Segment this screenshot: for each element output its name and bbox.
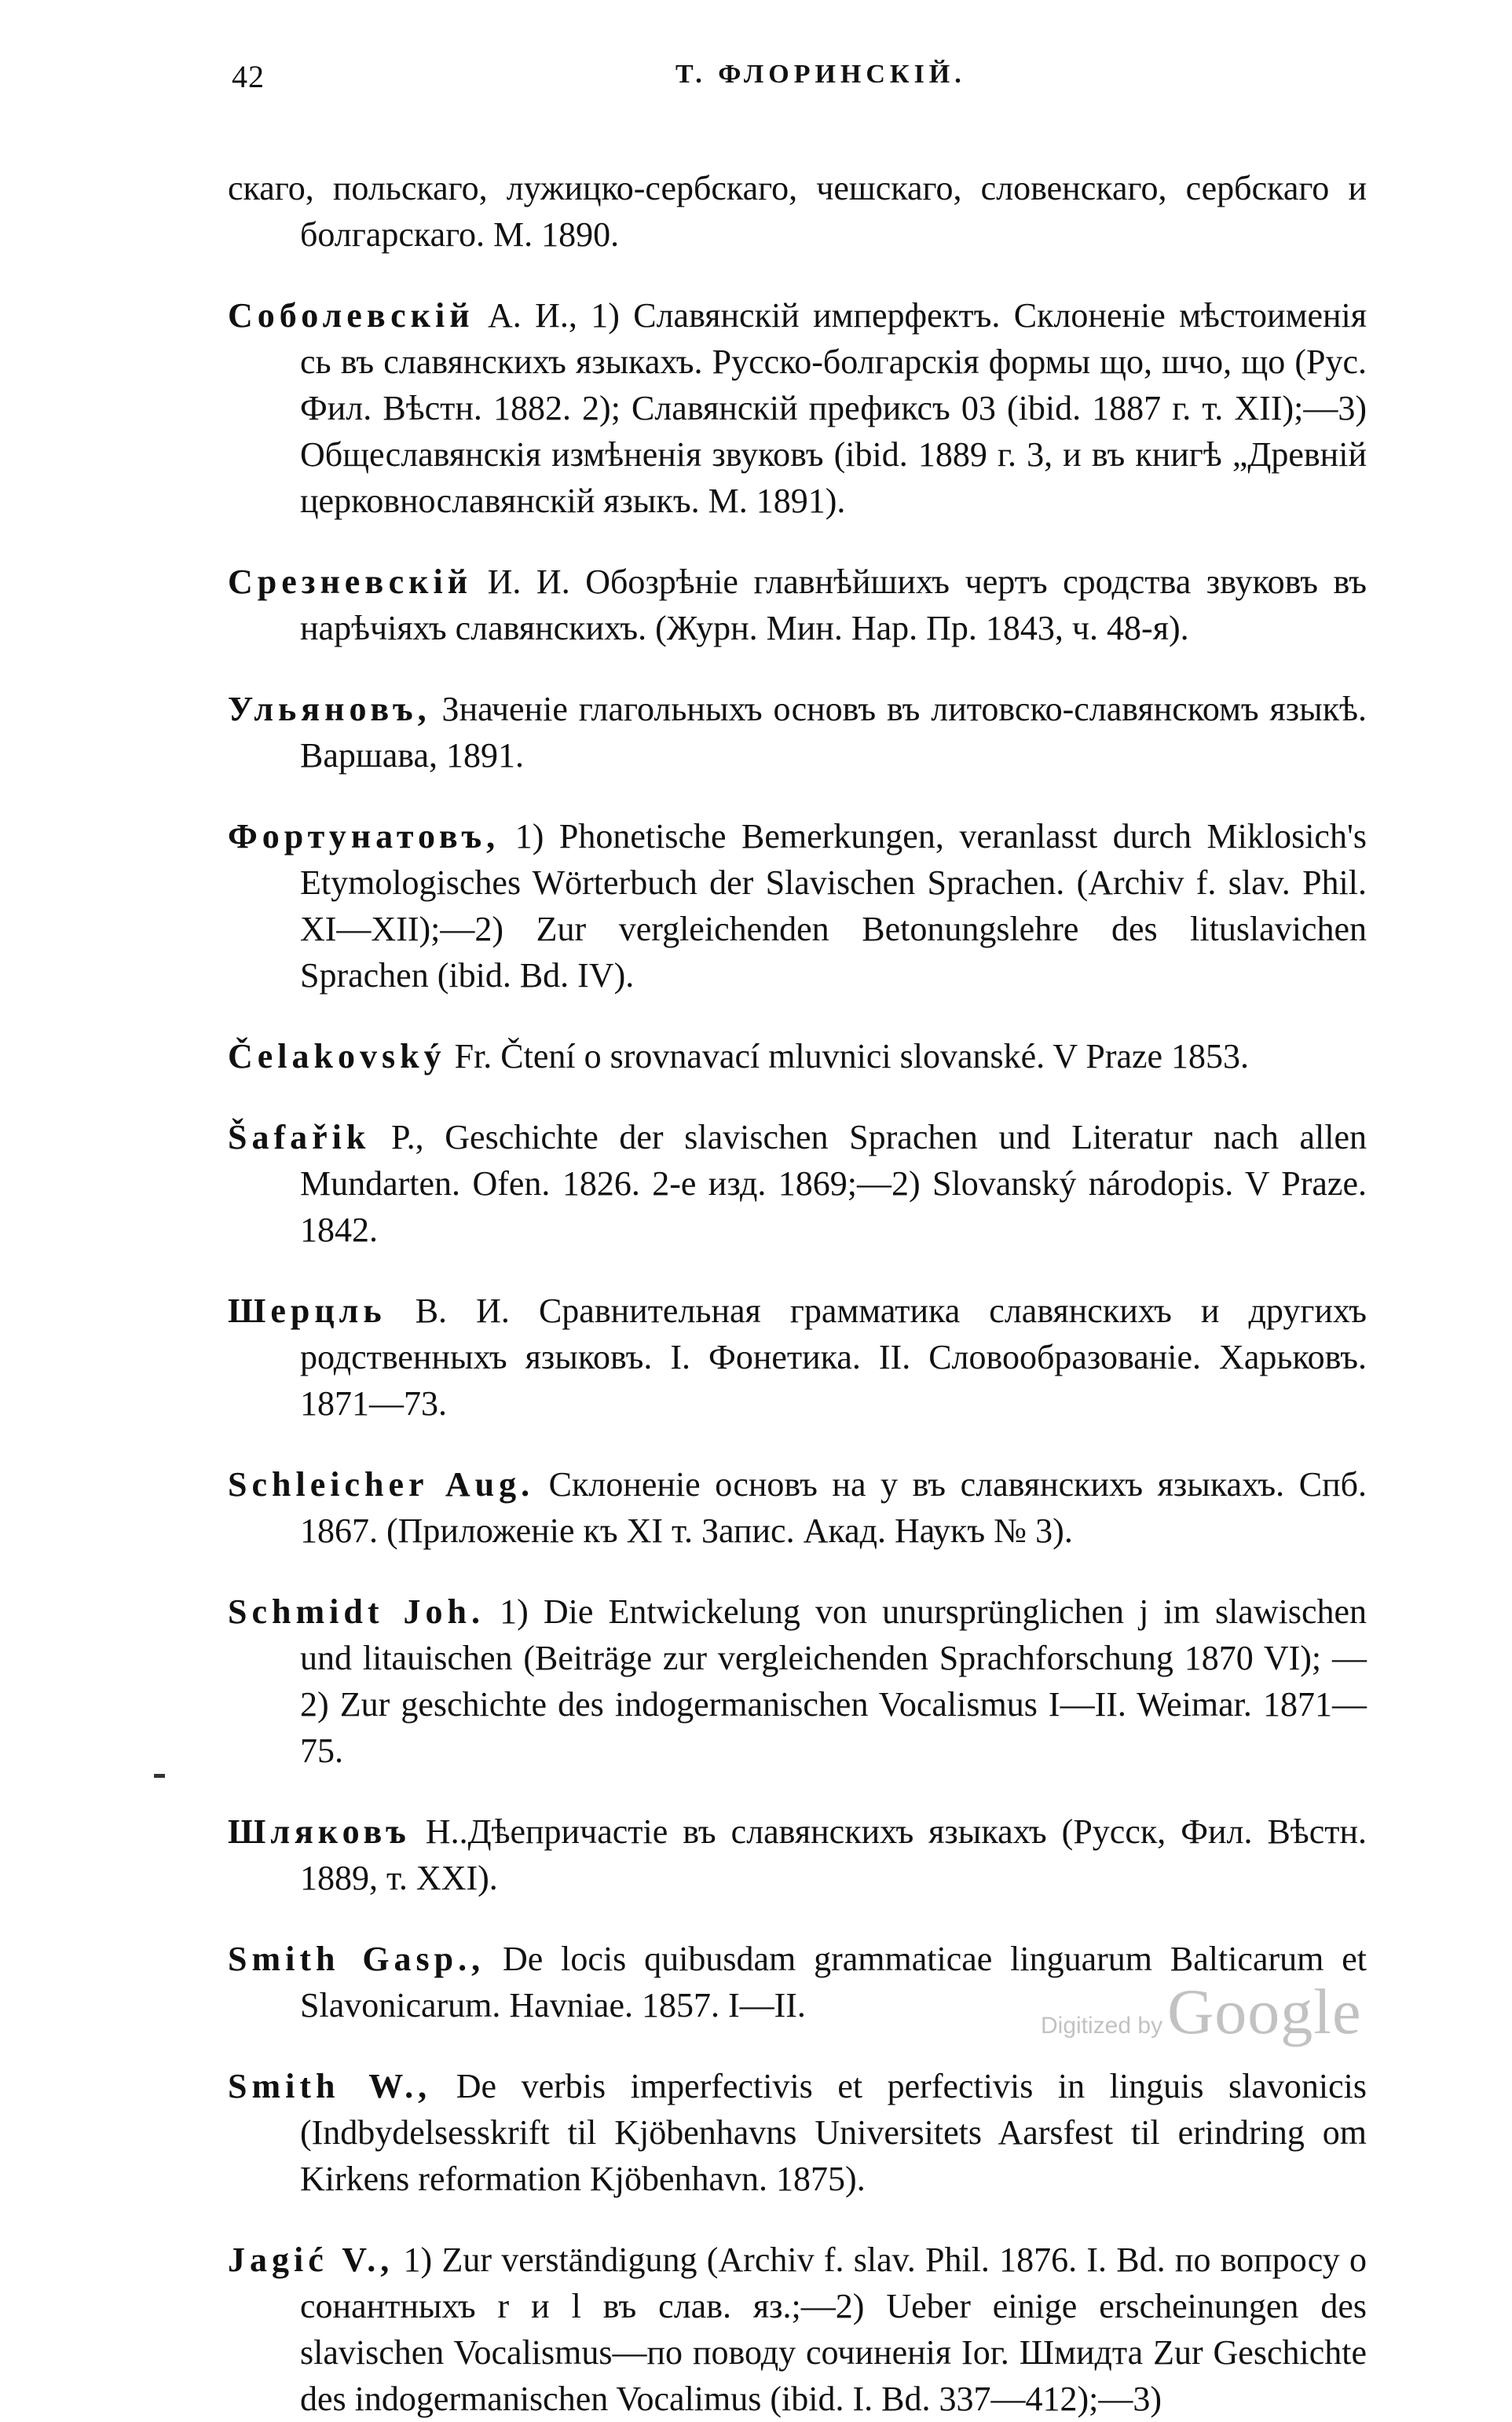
- entry-author: Smith Gasp.,: [228, 1940, 485, 1978]
- entry-text: скаго, польскаго, лужицко-сербскаго, чешскаго, словенскаго, сербскаго и болгарскаго. М. 1890.: [228, 169, 1367, 254]
- entry-author: Čelakovský: [228, 1037, 446, 1075]
- bibliography-entry: [228, 165, 1367, 258]
- bibliography-entry: [228, 1461, 1367, 1554]
- entry-text: Н..Дѣепричастіе въ славянскихъ языкахъ (Русск, Фил. Вѣстн. 1889, т. XXI).: [300, 1812, 1367, 1897]
- entry-author: Срезневскій: [228, 562, 473, 601]
- entry-text: 1) Die Entwickelung von unursprünglichen j im slawischen und litauischen (Beiträge zur vergleichenden Sprachforschung 1870 VI); —2) Zur geschichte des indogermanischen Vocalismus I—II. Weimar. 1871—75.: [300, 1592, 1367, 1770]
- entry-author: Ульяновъ,: [228, 690, 431, 728]
- entry-text: В. И. Сравнительная грамматика славянскихъ и другихъ родственныхъ языковъ. I. Фонетика. II. Словообразованіе. Харьковъ. 1871—73.: [300, 1292, 1367, 1423]
- page-number: 42: [232, 59, 265, 94]
- digitized-label: Digitized by: [1041, 2013, 1163, 2039]
- margin-mark: [154, 1774, 165, 1778]
- bibliography-entry: [228, 1033, 1367, 1079]
- google-logo: Google: [1167, 1976, 1362, 2047]
- entry-text: И. И. Обозрѣніе главнѣйшихъ чертъ сродства звуковъ въ нарѣчіяхъ славянскихъ. (Журн. Мин. Нар. Пр. 1843, ч. 48-я).: [300, 562, 1367, 647]
- entry-text: P., Geschichte der slavischen Sprachen und Literatur nach allen Mundarten. Ofen. 1826. 2-е изд. 1869;—2) Slovanský národopis. V Praze. 1842.: [300, 1118, 1367, 1249]
- entry-text: De locis quibusdam grammaticae linguarum Balticarum et Slavonicarum. Havniae. 1857. I—II.: [300, 1940, 1367, 2024]
- bibliography-entry: [228, 1588, 1367, 1774]
- bibliography-entry: [228, 813, 1367, 998]
- entry-text: Fr. Čtení o srovnavací mluvnici slovanské. V Praze 1853.: [445, 1037, 1250, 1075]
- bibliography-list: [228, 130, 1367, 2422]
- entry-text: Значеніе глагольныхъ основъ въ литовско-славянскомъ языкѣ. Варшава, 1891.: [300, 690, 1367, 775]
- bibliography-entry: [228, 2237, 1367, 2422]
- entry-author: Шерцль: [228, 1292, 386, 1330]
- entry-author: Schmidt Joh.: [228, 1592, 485, 1631]
- entry-author: Соболевскій: [228, 296, 474, 335]
- entry-author: Smith W.,: [228, 2067, 432, 2105]
- bibliography-entry: [228, 1288, 1367, 1427]
- bibliography-entry: [228, 292, 1367, 524]
- running-head: Т. ФЛОРИНСКІЙ.: [675, 60, 966, 89]
- entry-text: А. И., 1) Славянскій имперфектъ. Склоненіе мѣстоименія сь въ славянскихъ языкахъ. Русско-болгарскія формы що, шчо, що (Рус. Фил. Вѣстн. 1882. 2); Славянскій префиксъ 03 (ibid. 1887 г. т. XII);—3) Общеславянскія измѣненія звуковъ (ibid. 1889 г. 3, и въ книгѣ „Древній церковнославянскій языкъ. М. 1891).: [300, 296, 1367, 520]
- bibliography-entry: [228, 686, 1367, 779]
- bibliography-entry: [228, 1808, 1367, 1901]
- bibliography-entry: [228, 1114, 1367, 1253]
- entry-author: Schleicher Aug.: [228, 1465, 535, 1504]
- bibliography-entry: [228, 559, 1367, 651]
- page-header: [232, 52, 1363, 99]
- digitized-watermark: [1041, 1978, 1361, 2049]
- entry-author: Jagić V.,: [228, 2241, 394, 2279]
- entry-text: Склоненіе основъ на y въ славянскихъ языкахъ. Спб. 1867. (Приложеніе къ XI т. Запис. Акад. Наукъ № 3).: [300, 1465, 1367, 1550]
- entry-text: 1) Phonetische Bemerkungen, veranlasst durch Miklosich's Etymologisches Wörterbuch der Slavischen Sprachen. (Archiv f. slav. Phil. XI—XII);—2) Zur vergleichenden Betonungslehre des lituslavichen Sprachen (ibid. Bd. IV).: [300, 817, 1367, 995]
- bibliography-entry: [228, 2063, 1367, 2202]
- entry-author: Šafařik: [228, 1118, 371, 1156]
- entry-text: 1) Zur verständigung (Archiv f. slav. Phil. 1876. I. Bd. по вопросу о сонантныхъ r и l въ слав. яз.;—2) Ueber einige erscheinungen des slavischen Vocalismus—по поводу сочиненія Іог. Шмидта Zur Geschichte des indogermanischen Vocalimus (ibid. I. Bd. 337—412);—3): [300, 2241, 1367, 2418]
- entry-author: Шляковъ: [228, 1812, 411, 1851]
- entry-text: De verbis imperfectivis et perfectivis in linguis slavonicis (Indbydelsesskrift til Kjöbenhavns Universitets Aarsfest til erindring om Kirkens reformation Kjöbenhavn. 1875).: [300, 2067, 1367, 2198]
- entry-author: Фортунатовъ,: [228, 817, 500, 856]
